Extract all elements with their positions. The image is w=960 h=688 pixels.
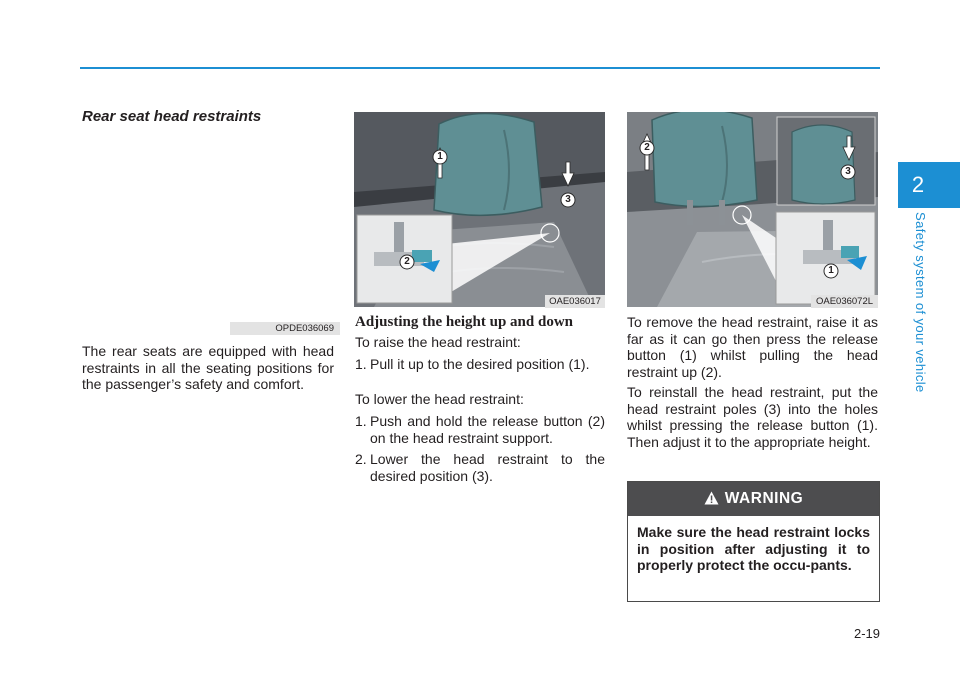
step-number: 1. [355, 356, 367, 372]
figure-remove-reinstall [627, 112, 878, 307]
adjust-heading: Adjusting the height up and down [355, 314, 573, 330]
intro-paragraph: The rear seats are equipped with head restraints in all the seating positions for the passenger’s safety and comfort. [82, 343, 334, 392]
raise-step [355, 356, 605, 373]
warning-box [627, 481, 880, 602]
remove-paragraph: To remove the head restraint, raise it as far as it can go then press the release button (1) whilst pulling the head restraint up (2). [627, 314, 878, 380]
lower-step [355, 451, 605, 484]
callout-2-right: 2 [644, 142, 650, 153]
image-code-right: OAE036072L [811, 295, 878, 308]
chapter-number: 2 [911, 172, 925, 197]
reinstall-paragraph: To reinstall the head restraint, put the head restraint poles (3) into the holes whilst pressing the release button (1). Then adjust it to the appropriate height. [627, 384, 878, 450]
step-text: Push and hold the release button (2) on the head restraint support. [370, 413, 605, 446]
step-number: 1. [355, 413, 367, 429]
figure-raise-lower [354, 112, 605, 307]
warning-title: WARNING [724, 490, 804, 507]
raise-intro: To raise the head restraint: [355, 334, 521, 350]
warning-header [628, 482, 879, 516]
callout-2-mid: 2 [404, 256, 410, 267]
step-number: 2. [355, 451, 367, 467]
section-title: Rear seat head restraints [82, 108, 262, 125]
page-number: 2-19 [853, 626, 880, 641]
step-text: Pull it up to the desired position (1). [370, 356, 590, 372]
lower-step [355, 413, 605, 446]
step-text: Lower the head restraint to the desired position (3). [370, 451, 605, 484]
warning-text: Make sure the head restraint locks in position after adjusting it to properly protect the occu-pants. [637, 524, 870, 573]
callout-3-mid: 3 [565, 194, 571, 205]
callout-1-right: 1 [828, 265, 834, 276]
header-rule [80, 67, 880, 69]
image-code-left: OPDE036069 [230, 322, 340, 335]
lower-intro: To lower the head restraint: [355, 391, 524, 407]
callout-1-mid: 1 [437, 151, 443, 162]
image-code-middle: OAE036017 [545, 295, 605, 308]
chapter-label: Safety system of your vehicle [913, 212, 928, 393]
callout-3-right: 3 [845, 166, 851, 177]
warning-triangle-icon [704, 484, 719, 518]
